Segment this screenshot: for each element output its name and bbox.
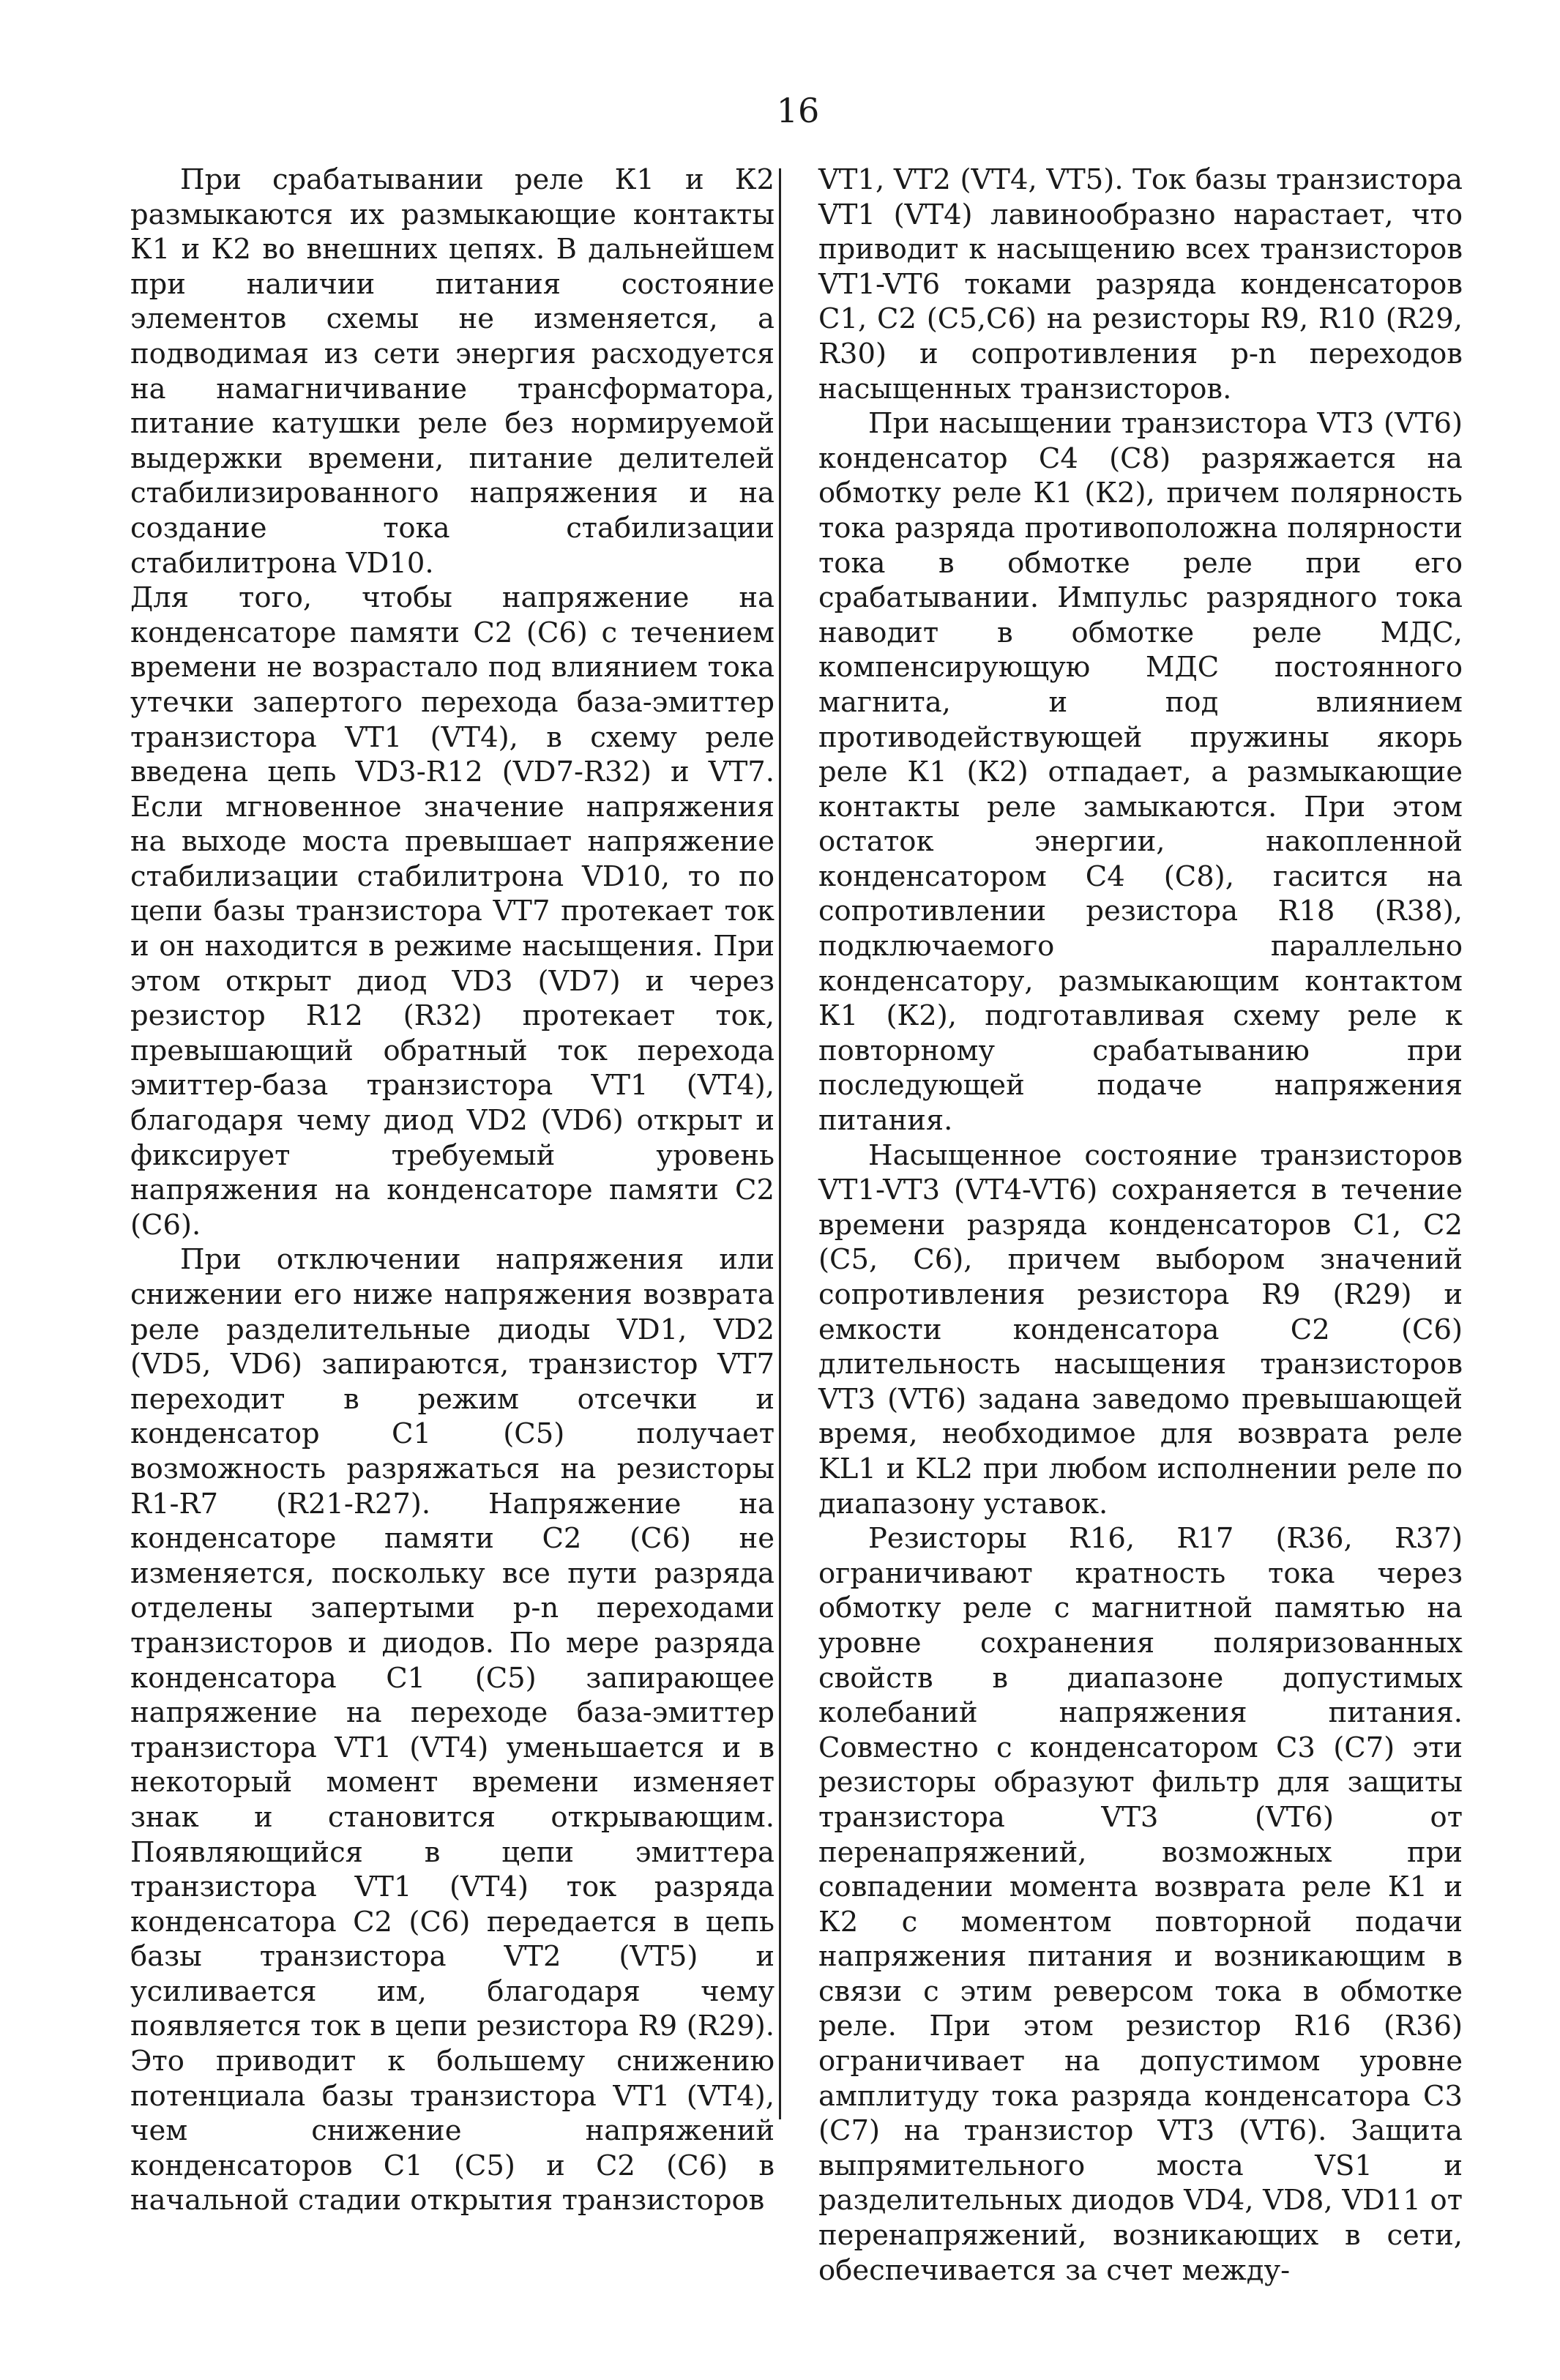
column-divider [779,168,781,2119]
page-number: 16 [776,91,820,130]
paragraph: При отключении напряжения или снижении его ниже напряжения возврата реле разделительные диоды VD1, VD2 (VD5, VD6) запираются, транзистор VT7 переходит в режим отсечки и конденсатор С1 (С5) получает возможность разряжаться на резисторы R1-R7 (R21-R27). Напряжение на конденсаторе памяти С2 (С6) не изменяется, поскольку все пути разряда отделены запертыми p-n переходами транзисторов и диодов. По мере разряда конденсатора С1 (С5) запирающее напряжение на переходе база-эмиттер транзистора VT1 (VT4) уменьшается и в некоторый момент времени изменяет знак и становится открывающим. Появляющийся в цепи эмиттера транзистора VT1 (VT4) ток разряда конденсатора С2 (С6) передается в цепь базы транзистора VT2 (VT5) и усиливается им, благодаря чему появляется ток в цепи резистора R9 (R29). Это приводит к большему снижению потенциала базы транзистора VT1 (VT4), чем снижение напряжений конденсаторов С1 (С5) и С2 (С6) в начальной стадии открытия транзисторов [130,1243,775,2217]
paragraph: Насыщенное состояние транзисторов VT1-VT3 (VT4-VT6) сохраняется в течение времени разряда конденсаторов С1, С2 (С5, С6), причем выбором значений сопротивления резистора R9 (R29) и емкости конденсатора С2 (С6) длительность насыщения транзисторов VT3 (VT6) задана заведомо превышающей время, необходимое для возврата реле KL1 и KL2 при любом исполнении реле по диапазону уставок. [818,1138,1463,1521]
paragraph: При насыщении транзистора VT3 (VT6) конденсатор С4 (С8) разряжается на обмотку реле К1 (К2), причем полярность тока разряда противоположна полярности тока в обмотке реле при его срабатывании. Импульс разрядного тока наводит в обмотке реле МДС, компенсирующую МДС постоянного магнита, и под влиянием противодействующей пружины якорь реле К1 (К2) отпадает, а размыкающие контакты реле замыкаются. При этом остаток энергии, накопленной конденсатором С4 (С8), гасится на сопротивлении резистора R18 (R38), подключаемого параллельно конденсатору, размыкающим контактом К1 (К2), подготавливая схему реле к повторному срабатыванию при последующей подаче напряжения питания. [818,407,1463,1138]
paragraph: При срабатывании реле К1 и К2 размыкаются их размыкающие контакты К1 и К2 во внешних цепях. В дальнейшем при наличии питания состояние элементов схемы не изменяется, а подводимая из сети энергия расходуется на намагничивание трансформатора, питание катушки реле без нормируемой выдержки времени, питание делителей стабилизированного напряжения и на создание тока стабилизации стабилитрона VD10. [130,163,775,580]
paragraph: VT1, VT2 (VT4, VT5). Ток базы транзистора VT1 (VT4) лавинообразно нарастает, что приводит к насыщению всех транзисторов VT1-VT6 токами разряда конденсаторов С1, С2 (С5,С6) на резисторы R9, R10 (R29, R30) и сопротивления p-n переходов насыщенных транзисторов. [818,163,1463,406]
paragraph: Для того, чтобы напряжение на конденсаторе памяти С2 (С6) с течением времени не возрастало под влиянием тока утечки запертого перехода база-эмиттер транзистора VT1 (VT4), в схему реле введена цепь VD3-R12 (VD7-R32) и VT7. Если мгновенное значение напряжения на выходе моста превышает напряжение стабилизации стабилитрона VD10, то по цепи базы транзистора VT7 протекает ток и он находится в режиме насыщения. При этом открыт диод VD3 (VD7) и через резистор R12 (R32) протекает ток, превышающий обратный ток перехода эмиттер-база транзистора VT1 (VT4), благодаря чему диод VD2 (VD6) открыт и фиксирует требуемый уровень напряжения на конденсаторе памяти С2 (С6). [130,581,775,1242]
right-column [818,163,1463,2288]
paragraph: Резисторы R16, R17 (R36, R37) ограничивают кратность тока через обмотку реле с магнитной памятью на уровне сохранения поляризованных свойств в диапазоне допустимых колебаний напряжения питания. Совместно с конденсатором С3 (С7) эти резисторы образуют фильтр для защиты транзистора VT3 (VT6) от перенапряжений, возможных при совпадении момента возврата реле К1 и К2 с моментом повторной подачи напряжения питания и возникающим в связи с этим реверсом тока в обмотке реле. При этом резистор R16 (R36) ограничивает на допустимом уровне амплитуду тока разряда конденсатора С3 (С7) на транзистор VT3 (VT6). Защита выпрямительного моста VS1 и разделительных диодов VD4, VD8, VD11 от перенапряжений, возникающих в сети, обеспечивается за счет между- [818,1522,1463,2287]
left-column [130,163,775,2218]
